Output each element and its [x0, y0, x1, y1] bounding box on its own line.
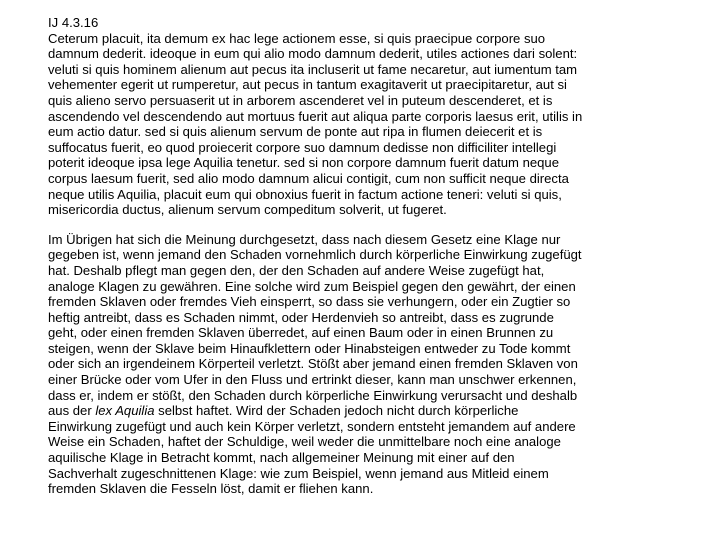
- latin-paragraph: [48, 31, 708, 218]
- document-page: [48, 15, 708, 497]
- german-line: einer Brücke oder vom Ufer in den Fluss und ertrinkt dieser, kann man unschwer erkennen,: [48, 372, 577, 388]
- german-line: heftig antreibt, dass es Schaden nimmt, oder Herdenvieh so antreibt, dass es zugrunde: [48, 309, 554, 325]
- german-line: analoge Klagen zu gewähren. Eine solche wird zum Beispiel gegen den gewährt, der einen: [48, 278, 576, 294]
- latin-line: damnum dederit. ideoque in eum qui alio modo damnum dederit, utiles actiones dari solent:: [48, 46, 578, 62]
- german-line: geht, oder einen fremden Sklaven überredet, auf einen Baum oder in einen Brunnen zu: [48, 325, 554, 341]
- german-line: gegeben ist, wenn jemand den Schaden vornehmlich durch körperliche Einwirkung zugefügt: [48, 247, 582, 263]
- german-line: Einwirkung zugefügt und auch kein Körper verletzt, sondern entsteht jemandem auf andere: [48, 418, 576, 434]
- latin-line: misericordia ductus, alienum servum compeditum solverit, ut fugeret.: [48, 202, 447, 218]
- german-paragraph: [48, 232, 708, 497]
- german-line-part: aus der: [48, 403, 96, 419]
- german-line: oder sich an irgendeinem Körperteil verletzt. Stößt aber jemand einen fremden Sklaven von: [48, 356, 578, 372]
- german-line-part: selbst haftet. Wird der Schaden jedoch nicht durch körperliche: [154, 403, 519, 419]
- latin-line: veluti si quis hominem alienum aut pecus ita incluserit ut fame necaretur, aut iumentum tam: [48, 61, 578, 77]
- latin-line: suffocatus fuerit, eo quod proiecerit corpore suo damnum dedisse non difficiliter intellegi: [48, 139, 557, 155]
- german-line: steigen, wenn der Sklave beim Hinaufklettern oder Hinabsteigen entweder zu Tode kommt: [48, 340, 571, 356]
- latin-line: vehementer egerit ut rumperetur, aut pecus in tantum exagitaverit ut praecipitaretur, aut si: [48, 77, 567, 93]
- german-line: fremden Sklaven die Fesseln löst, damit er fliehen kann.: [48, 481, 374, 497]
- german-line: fremden Sklaven oder fremdes Vieh einsperrt, so dass sie verhungern, oder ein Zugtier so: [48, 294, 571, 310]
- german-line: Weise ein Schaden, haftet der Schuldige, weil weder die unmittelbare noch eine analoge: [48, 434, 561, 450]
- latin-line: neque utilis Aquilia, placuit eum qui obnoxius fuerit in factum actione teneri: veluti si quis,: [48, 186, 562, 202]
- latin-line: Ceterum placuit, ita demum ex hac lege actionem esse, si quis praecipue corpore suo: [48, 30, 546, 46]
- paragraph-spacer: [48, 218, 708, 232]
- german-line: hat. Deshalb pflegt man gegen den, der den Schaden auf andere Weise zugefügt hat,: [48, 262, 545, 278]
- latin-line: corpus laesum fuerit, sed alio modo damnum alicui contigit, cum non sufficit neque directa: [48, 170, 569, 186]
- german-line: Im Übrigen hat sich die Meinung durchgesetzt, dass nach diesem Gesetz eine Klage nur: [48, 231, 561, 247]
- latin-line: quis alieno servo persuaserit ut in arborem ascenderet vel in puteum descenderet, et is: [48, 92, 553, 108]
- german-line: aquilische Klage in Betracht kommt, nach allgemeiner Meinung mit einer auf den: [48, 450, 515, 466]
- lex-aquilia-italic: lex Aquilia: [95, 403, 155, 419]
- latin-line: eum actio datur. sed si quis alienum servum de ponte aut ripa in flumen deiecerit et is: [48, 124, 543, 140]
- german-line: dass er, indem er stößt, den Schaden durch körperliche Einwirkung verursacht und deshalb: [48, 387, 578, 403]
- latin-line: ascendendo vel descendendo aut mortuus fuerit aut aliqua parte corporis laesus erit, utilis in: [48, 108, 583, 124]
- german-line: Sachverhalt zugeschnittenen Klage: wie zum Beispiel, wenn jemand aus Mitleid einem: [48, 465, 549, 481]
- latin-line: poterit ideoque ipsa lege Aquilia tenetur. sed si non corpore damnum fuerit datum neque: [48, 155, 559, 171]
- section-reference: IJ 4.3.16: [48, 15, 99, 30]
- german-line-with-italic: [48, 403, 708, 419]
